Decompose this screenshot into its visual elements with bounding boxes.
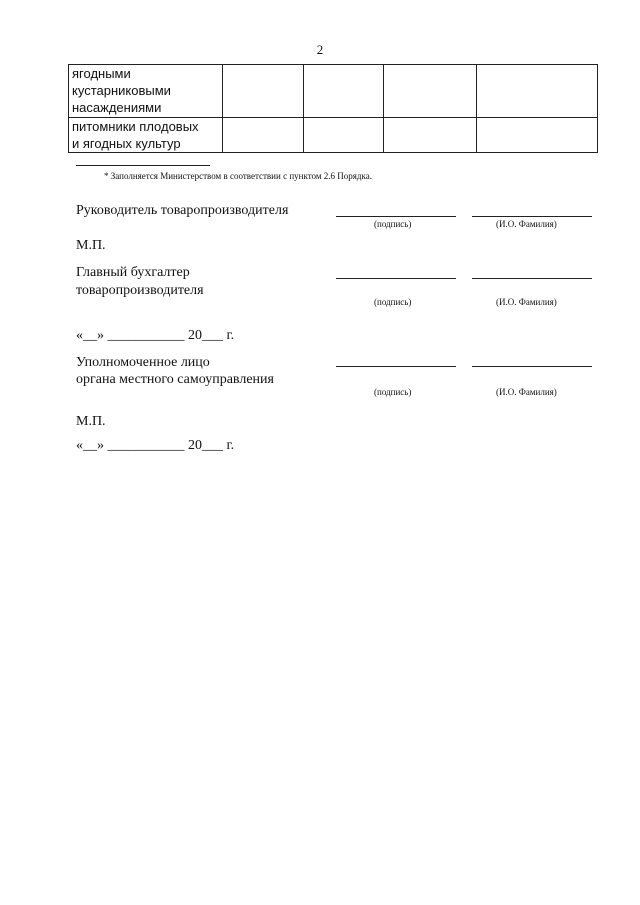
table-cell — [477, 65, 598, 118]
signature-caption: (подпись) — [374, 387, 412, 397]
row-label-line: кустарниковыми — [72, 83, 171, 98]
name-caption: (И.О. Фамилия) — [496, 387, 557, 397]
row-label-cell — [69, 65, 223, 118]
accountant-name-line — [472, 278, 592, 279]
date-line: «__» ___________ 20___ г. — [76, 438, 235, 453]
name-caption: (И.О. Фамилия) — [496, 297, 557, 307]
table-cell — [303, 118, 383, 153]
page-number: 2 — [316, 42, 324, 57]
signature-caption: (подпись) — [374, 297, 412, 307]
data-table — [68, 64, 598, 153]
name-caption: (И.О. Фамилия) — [496, 219, 557, 229]
table-cell — [384, 118, 477, 153]
table-cell — [303, 65, 383, 118]
accountant-label-line1: Главный бухгалтер — [76, 265, 190, 280]
row-label-line: насаждениями — [72, 100, 162, 115]
table-cell — [384, 65, 477, 118]
table-row — [69, 118, 598, 153]
row-label-cell — [69, 118, 223, 153]
stamp-label: М.П. — [76, 414, 106, 429]
table-cell — [223, 65, 303, 118]
accountant-signature-line — [336, 278, 456, 279]
footnote: * Заполняется Министерством в соответствии с пунктом 2.6 Порядка. — [104, 171, 372, 181]
table-row — [69, 65, 598, 118]
row-label-line: питомники плодовых — [72, 119, 199, 134]
official-label-line1: Уполномоченное лицо — [76, 355, 210, 370]
head-signature-line — [336, 216, 456, 217]
date-line: «__» ___________ 20___ г. — [76, 328, 235, 343]
official-label-line2: органа местного самоуправления — [76, 372, 274, 387]
stamp-label: М.П. — [76, 238, 106, 253]
signature-caption: (подпись) — [374, 219, 412, 229]
head-label: Руководитель товаропроизводителя — [76, 203, 289, 218]
table-cell — [223, 118, 303, 153]
row-label-line: и ягодных культур — [72, 136, 181, 151]
footnote-separator — [76, 165, 210, 166]
official-signature-line — [336, 366, 456, 367]
row-label-line: ягодными — [72, 66, 131, 81]
official-name-line — [472, 366, 592, 367]
head-name-line — [472, 216, 592, 217]
table-cell — [477, 118, 598, 153]
accountant-label-line2: товаропроизводителя — [76, 283, 204, 298]
